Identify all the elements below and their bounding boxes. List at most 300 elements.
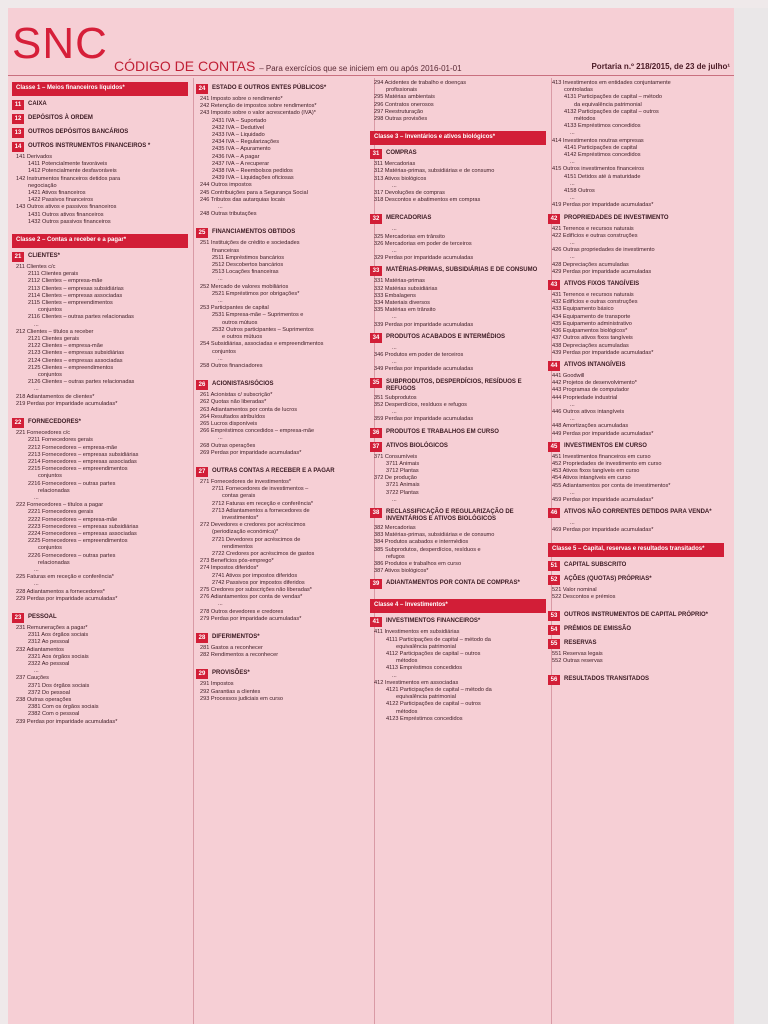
account-line: conjuntos bbox=[38, 307, 62, 314]
spacer bbox=[12, 603, 188, 609]
account-line: 218 Adiantamentos de clientes* bbox=[16, 393, 95, 400]
account-line: 2321 Aos órgãos sociais bbox=[28, 653, 89, 660]
account-line: conjuntos bbox=[212, 348, 236, 355]
account-line: 411 Investimentos em subsidiárias bbox=[374, 629, 460, 636]
ellipsis-line: ... bbox=[34, 321, 39, 328]
account-line: conjuntos bbox=[38, 372, 62, 379]
account-group bbox=[548, 675, 724, 685]
account-line: e outros mútuos bbox=[222, 334, 263, 341]
account-group bbox=[370, 579, 546, 589]
account-line: 2721 Devedores por acréscimos de bbox=[212, 536, 301, 543]
account-line: relacionadas bbox=[38, 487, 70, 494]
group-title: COMPRAS bbox=[386, 150, 417, 157]
account-line: 2512 Descobertos bancários bbox=[212, 262, 284, 269]
account-group bbox=[370, 266, 546, 276]
account-line: 2122 Clientes – empresa-mãe bbox=[28, 343, 103, 350]
account-group bbox=[548, 508, 724, 518]
account-line: 272 Devedores e credores por acréscimos bbox=[200, 522, 306, 529]
ellipsis-line: ... bbox=[570, 489, 575, 496]
account-group bbox=[12, 100, 188, 110]
account-line: 2722 Credores por acréscimos de gastos bbox=[212, 550, 315, 557]
account-line: 448 Amortizações acumuladas bbox=[552, 423, 629, 430]
account-line: 237 Cauções bbox=[16, 675, 49, 682]
ellipsis-line: ... bbox=[570, 401, 575, 408]
account-line: 3721 Animais bbox=[386, 482, 420, 489]
account-line: 297 Reestruturação bbox=[374, 108, 424, 115]
account-line: 312 Matérias-primas, subsidiárias e de consumo bbox=[374, 168, 495, 175]
account-line: 275 Credores por subscrições não liberadas* bbox=[200, 586, 312, 593]
group-number-badge: 31 bbox=[370, 149, 382, 159]
account-group bbox=[548, 361, 724, 371]
account-line: 269 Perdas por imparidade acumuladas* bbox=[200, 449, 302, 456]
account-line: 253 Participantes de capital bbox=[200, 305, 269, 312]
portaria-reference: Portaria n.º 218/2015, de 23 de julho¹ bbox=[591, 62, 730, 71]
account-line: 441 Goodwill bbox=[552, 372, 585, 379]
group-title: PROPRIEDADES DE INVESTIMENTO bbox=[564, 214, 669, 221]
account-line: métodos bbox=[574, 116, 596, 123]
group-number-badge: 27 bbox=[196, 467, 208, 477]
account-line: 413 Investimentos em entidades conjuntamente bbox=[552, 80, 671, 86]
account-line: 4142 Empréstimos concedidos bbox=[564, 152, 641, 159]
spacer bbox=[548, 601, 724, 607]
ellipsis-line: ... bbox=[392, 314, 397, 321]
account-line: 438 Depreciações acumuladas bbox=[552, 342, 629, 349]
account-line: 325 Mercadorias em trânsito bbox=[374, 233, 445, 240]
account-line: 2312 Ao pessoal bbox=[28, 639, 70, 646]
account-line: 293 Processos judiciais em curso bbox=[200, 695, 284, 702]
title-text: CÓDIGO DE CONTAS bbox=[114, 58, 256, 74]
account-line: conjuntos bbox=[38, 473, 62, 480]
account-line: 2432 IVA – Dedutível bbox=[212, 124, 265, 131]
account-line: 446 Outros ativos intangíveis bbox=[552, 408, 625, 415]
account-line: 2213 Fornecedores – empresas subsidiárias bbox=[28, 451, 139, 458]
ellipsis-line: ... bbox=[218, 298, 223, 305]
account-line: 4121 Participações de capital – método da bbox=[386, 686, 492, 693]
group-number-badge: 45 bbox=[548, 442, 560, 452]
account-line: 387 Ativos biológicos* bbox=[374, 568, 429, 575]
account-line: 241 Imposto sobre o rendimento* bbox=[200, 96, 283, 102]
account-line: 382 Mercadorias bbox=[374, 524, 416, 531]
account-line: 2113 Clientes – empresas subsidiárias bbox=[28, 285, 124, 292]
account-line: 521 Valor nominal bbox=[552, 586, 597, 593]
account-group bbox=[196, 467, 372, 477]
account-line: 2712 Faturas em receção e conferência* bbox=[212, 500, 314, 507]
column-1 bbox=[12, 80, 188, 726]
account-group bbox=[196, 380, 372, 390]
ellipsis-line: ... bbox=[34, 494, 39, 501]
chart-of-accounts-sheet bbox=[8, 8, 734, 1024]
account-group bbox=[12, 252, 188, 262]
account-line: 2214 Fornecedores – empresas associadas bbox=[28, 458, 137, 465]
account-line: 385 Subprodutos, desperdícios, resíduos e bbox=[374, 546, 481, 553]
account-group bbox=[370, 149, 546, 159]
account-line: 2372 Do pessoal bbox=[28, 689, 70, 696]
column-divider bbox=[193, 78, 194, 1024]
group-title: DIFERIMENTOS* bbox=[212, 634, 260, 640]
group-number-badge: 21 bbox=[12, 252, 24, 262]
group-number-badge: 13 bbox=[12, 128, 24, 138]
spacer bbox=[548, 535, 724, 541]
group-title: CLIENTES* bbox=[28, 253, 61, 260]
account-line: 143 Outros ativos e passivos financeiros bbox=[16, 204, 117, 211]
account-line: 444 Propriedade industrial bbox=[552, 394, 618, 401]
account-line: da equivalência patrimonial bbox=[574, 101, 642, 108]
account-line: 421 Terrenos e recursos naturais bbox=[552, 225, 634, 232]
account-line: 282 Rendimentos a reconhecer bbox=[200, 652, 279, 659]
group-number-badge: 51 bbox=[548, 561, 560, 571]
group-number-badge: 35 bbox=[370, 378, 382, 388]
account-line: 415 Outros investimentos financeiros bbox=[552, 166, 645, 173]
group-title: PRODUTOS E TRABALHOS EM CURSO bbox=[386, 428, 499, 435]
account-group bbox=[548, 442, 724, 452]
ellipsis-line: ... bbox=[570, 240, 575, 247]
account-line: conjuntos bbox=[38, 545, 62, 552]
account-line: 414 Investimentos noutras empresas bbox=[552, 137, 644, 144]
account-line: 433 Equipamento básico bbox=[552, 306, 614, 313]
group-number-badge: 43 bbox=[548, 280, 560, 290]
account-line: 3712 Plantas bbox=[386, 467, 419, 474]
class-header: Classe 5 – Capital, reservas e resultados transitados* bbox=[548, 543, 724, 557]
account-line: 435 Equipamento administrativo bbox=[552, 320, 632, 327]
group-title: CAIXA bbox=[28, 101, 47, 107]
group-title: MERCADORIAS bbox=[386, 215, 432, 222]
scan-margin bbox=[734, 8, 768, 1024]
account-line: 292 Garantias a clientes bbox=[200, 688, 261, 695]
group-title: OUTRAS CONTAS A RECEBER E A PAGAR bbox=[212, 467, 335, 474]
account-line: negociação bbox=[28, 182, 57, 189]
class-header: Classe 3 – Inventários e ativos biológicos* bbox=[370, 131, 546, 145]
ellipsis-line: ... bbox=[570, 254, 575, 261]
account-line: 1431 Outros ativos financeiros bbox=[28, 211, 104, 218]
account-line: 2223 Fornecedores – empresas subsidiárias bbox=[28, 523, 139, 530]
account-line: 439 Perdas por imparidade acumuladas* bbox=[552, 349, 654, 356]
ellipsis-line: ... bbox=[392, 344, 397, 351]
account-line: 331 Matérias-primas bbox=[374, 278, 425, 285]
account-line: 262 Quotas não liberadas* bbox=[200, 399, 267, 406]
group-number-badge: 34 bbox=[370, 333, 382, 343]
account-line: 3711 Animais bbox=[386, 460, 420, 467]
account-line: 455 Adiantamentos por conta de investimentos* bbox=[552, 482, 671, 489]
account-line: 239 Perdas por imparidade acumuladas* bbox=[16, 718, 118, 725]
group-title: DEPÓSITOS À ORDEM bbox=[28, 115, 93, 121]
account-line: 2221 Fornecedores gerais bbox=[28, 509, 94, 516]
group-number-badge: 25 bbox=[196, 228, 208, 238]
account-line: 459 Perdas por imparidade acumuladas* bbox=[552, 496, 654, 503]
group-number-badge: 33 bbox=[370, 266, 382, 276]
subtitle-text: – Para exercícios que se iniciem em ou após 2016-01-01 bbox=[259, 64, 462, 73]
group-number-badge: 14 bbox=[12, 142, 24, 152]
group-number-badge: 38 bbox=[370, 508, 382, 518]
account-line: 332 Matérias subsidiárias bbox=[374, 285, 438, 292]
group-title: ESTADO E OUTROS ENTES PÚBLICOS* bbox=[212, 85, 327, 91]
group-title: ATIVOS FIXOS TANGÍVEIS bbox=[564, 281, 640, 288]
account-line: 346 Produtos em poder de terceiros bbox=[374, 352, 464, 359]
column-2 bbox=[196, 80, 372, 703]
ellipsis-line: ... bbox=[34, 581, 39, 588]
account-line: 359 Perdas por imparidade acumuladas bbox=[374, 416, 474, 423]
account-line: 2322 Ao pessoal bbox=[28, 660, 70, 667]
group-number-badge: 12 bbox=[12, 114, 24, 124]
ellipsis-line: ... bbox=[570, 130, 575, 137]
spacer bbox=[196, 457, 372, 463]
account-line: 2111 Clientes gerais bbox=[28, 271, 79, 278]
account-line: 274 Impostos diferidos* bbox=[200, 565, 259, 572]
account-line: 2711 Fornecedores de investimentos – bbox=[212, 486, 309, 493]
account-line: 2531 Empresa-mãe – Suprimentos e bbox=[212, 312, 304, 319]
account-line: 522 Descontos e prémios bbox=[552, 593, 616, 600]
account-line: 248 Outras tributações bbox=[200, 211, 257, 218]
ellipsis-line: ... bbox=[34, 386, 39, 393]
account-line: 2224 Fornecedores – empresas associadas bbox=[28, 530, 137, 537]
account-line: 383 Matérias-primas, subsidiárias e de consumo bbox=[374, 532, 495, 539]
account-line: 251 Instituições de crédito e sociedades bbox=[200, 240, 300, 247]
group-number-badge: 24 bbox=[196, 84, 208, 94]
account-group bbox=[548, 561, 724, 571]
group-number-badge: 41 bbox=[370, 617, 382, 627]
account-line: 349 Perdas por imparidade acumuladas bbox=[374, 366, 474, 373]
account-group bbox=[370, 442, 546, 452]
account-line: 2311 Aos órgãos sociais bbox=[28, 632, 89, 639]
account-line: 268 Outras operações bbox=[200, 442, 256, 449]
account-line: 212 Clientes – títulos a receber bbox=[16, 328, 94, 335]
account-group bbox=[370, 617, 546, 627]
account-line: 2115 Clientes – empreendimentos bbox=[28, 300, 113, 307]
ellipsis-line: ... bbox=[392, 496, 397, 503]
group-number-badge: 11 bbox=[12, 100, 24, 110]
header-rule bbox=[8, 75, 734, 76]
account-line: 311 Mercadorias bbox=[374, 161, 416, 168]
ellipsis-line: ... bbox=[392, 226, 397, 233]
account-group bbox=[12, 142, 188, 152]
group-title: FINANCIAMENTOS OBTIDOS bbox=[212, 229, 296, 236]
group-title: ACIONISTAS/SÓCIOS bbox=[212, 381, 274, 388]
account-group bbox=[548, 611, 724, 621]
account-line: 4151 Detidos até à maturidade bbox=[564, 173, 641, 180]
account-line: rendimentos bbox=[222, 543, 253, 550]
account-line: 2438 IVA – Reembolsos pedidos bbox=[212, 168, 293, 175]
group-number-badge: 36 bbox=[370, 428, 382, 438]
group-title: RECLASSIFICAÇÃO E REGULARIZAÇÃO DE INVENTÁRIOS E ATIVOS BIOLÓGICOS bbox=[386, 508, 514, 522]
account-line: 245 Contribuições para a Segurança Social bbox=[200, 189, 308, 196]
group-number-badge: 42 bbox=[548, 214, 560, 224]
group-title: PRÉMIOS DE EMISSÃO bbox=[564, 625, 632, 632]
column-4 bbox=[548, 80, 724, 687]
account-line: contas gerais bbox=[222, 493, 256, 500]
ellipsis-line: ... bbox=[218, 204, 223, 211]
spacer bbox=[548, 665, 724, 671]
account-group bbox=[548, 280, 724, 290]
account-group bbox=[196, 84, 372, 94]
group-title: CAPITAL SUBSCRITO bbox=[564, 561, 627, 568]
account-line: 2123 Clientes – empresas subsidiárias bbox=[28, 350, 125, 357]
account-line: 3722 Plantas bbox=[386, 489, 419, 496]
account-line: 2431 IVA – Suportado bbox=[212, 117, 267, 124]
account-line: 386 Produtos e trabalhos em curso bbox=[374, 560, 462, 567]
account-line: 442 Projetos de desenvolvimento* bbox=[552, 380, 637, 387]
spacer bbox=[370, 591, 546, 597]
group-title: MATÉRIAS-PRIMAS, SUBSIDIÁRIAS E DE CONSUMO bbox=[386, 267, 538, 274]
spacer bbox=[196, 370, 372, 376]
account-line: 295 Matérias ambientais bbox=[374, 94, 435, 101]
account-line: 333 Embalagens bbox=[374, 292, 416, 299]
account-line: 454 Ativos intangíveis em curso bbox=[552, 475, 631, 482]
group-number-badge: 46 bbox=[548, 508, 560, 518]
account-line: 428 Depreciações acumuladas bbox=[552, 261, 629, 268]
account-line: 2225 Fornecedores – empreendimentos bbox=[28, 538, 128, 545]
class-header: Classe 2 – Contas a receber e a pagar* bbox=[12, 234, 188, 248]
ellipsis-line: ... bbox=[570, 195, 575, 202]
spacer bbox=[370, 123, 546, 129]
account-line: 443 Programas de computador bbox=[552, 387, 630, 394]
account-line: 4158 Outros bbox=[564, 188, 595, 195]
account-group bbox=[196, 228, 372, 238]
account-line: 339 Perdas por imparidade acumuladas bbox=[374, 321, 474, 328]
account-line: 244 Outros impostos bbox=[200, 182, 252, 189]
spacer bbox=[12, 226, 188, 232]
spacer bbox=[12, 408, 188, 414]
account-line: 4131 Participações de capital – método bbox=[564, 94, 662, 101]
account-line: 1421 Ativos financeiros bbox=[28, 190, 86, 197]
account-line: 2112 Clientes – empresa-mãe bbox=[28, 278, 103, 285]
group-number-badge: 26 bbox=[196, 380, 208, 390]
account-line: 2382 Com o pessoal bbox=[28, 711, 80, 718]
account-line: 263 Adiantamentos por conta de lucros bbox=[200, 406, 298, 413]
group-number-badge: 54 bbox=[548, 625, 560, 635]
account-line: 4122 Participações de capital – outros bbox=[386, 701, 481, 708]
group-number-badge: 37 bbox=[370, 442, 382, 452]
group-number-badge: 52 bbox=[548, 575, 560, 585]
account-line: outros mútuos bbox=[222, 319, 258, 326]
group-title: ATIVOS INTANGÍVEIS bbox=[564, 361, 626, 368]
account-line: 2511 Empréstimos bancários bbox=[212, 254, 285, 261]
account-line: 326 Mercadorias em poder de terceiros bbox=[374, 240, 472, 247]
account-line: 384 Produtos acabados e intermédios bbox=[374, 539, 469, 546]
account-line: 271 Fornecedores de investimentos* bbox=[200, 478, 292, 485]
group-number-badge: 23 bbox=[12, 613, 24, 623]
account-line: 412 Investimentos em associadas bbox=[374, 679, 459, 686]
account-line: 453 Ativos fixos tangíveis em curso bbox=[552, 468, 640, 475]
account-line: 276 Adiantamentos por conta de vendas* bbox=[200, 594, 303, 601]
ellipsis-line: ... bbox=[570, 416, 575, 423]
group-title: AÇÕES (QUOTAS) PRÓPRIAS* bbox=[564, 575, 652, 582]
ellipsis-line: ... bbox=[218, 355, 223, 362]
account-line: (periodização económica)* bbox=[212, 529, 279, 536]
account-line: 372 De produção bbox=[374, 475, 417, 482]
account-line: 298 Outras provisões bbox=[374, 116, 428, 123]
account-line: 2713 Adiantamentos a fornecedores de bbox=[212, 507, 310, 514]
account-line: relacionadas bbox=[38, 559, 70, 566]
account-group bbox=[548, 575, 724, 585]
ellipsis-line: ... bbox=[218, 435, 223, 442]
account-group bbox=[370, 333, 546, 343]
account-line: refugos bbox=[386, 553, 405, 560]
account-line: 243 Imposto sobre o valor acrescentado (IVA)* bbox=[200, 110, 316, 117]
account-line: 431 Terrenos e recursos naturais bbox=[552, 292, 634, 299]
account-line: 422 Edifícios e outras construções bbox=[552, 232, 638, 239]
account-line: 254 Subsidiárias, associadas e empreendimentos bbox=[200, 341, 324, 348]
account-line: 142 Instrumentos financeiros detidos para bbox=[16, 175, 121, 182]
account-line: 2121 Clientes gerais bbox=[28, 336, 79, 343]
group-title: OUTROS INSTRUMENTOS DE CAPITAL PRÓPRIO* bbox=[564, 611, 709, 618]
account-line: 2437 IVA – A recuperar bbox=[212, 160, 270, 167]
group-title: PRODUTOS ACABADOS E INTERMÉDIOS bbox=[386, 333, 506, 340]
group-title: ATIVOS BIOLÓGICOS bbox=[386, 442, 448, 449]
account-group bbox=[12, 114, 188, 124]
ellipsis-line: ... bbox=[34, 668, 39, 675]
account-line: 317 Devoluções de compras bbox=[374, 190, 445, 197]
group-title: INVESTIMENTOS FINANCEIROS* bbox=[386, 618, 481, 625]
account-line: 229 Perdas por imparidade acumuladas* bbox=[16, 595, 118, 602]
account-line: 219 Perdas por imparidade acumuladas* bbox=[16, 400, 118, 407]
account-line: 266 Empréstimos concedidos – empresa-mãe bbox=[200, 428, 315, 435]
account-line: 265 Lucros disponíveis bbox=[200, 420, 258, 427]
account-line: 352 Desperdícios, resíduos e refugos bbox=[374, 401, 467, 408]
account-line: investimentos* bbox=[222, 514, 259, 521]
account-line: 313 Ativos biológicos bbox=[374, 175, 427, 182]
account-line: 4112 Participações de capital – outros bbox=[386, 650, 481, 657]
group-title: ATIVOS NÃO CORRENTES DETIDOS PARA VENDA* bbox=[564, 509, 712, 516]
account-line: 1412 Potencialmente desfavoráveis bbox=[28, 168, 117, 175]
spacer bbox=[370, 204, 546, 210]
account-line: 451 Investimentos financeiros em curso bbox=[552, 453, 651, 460]
group-title: OUTROS INSTRUMENTOS FINANCEIROS * bbox=[28, 143, 151, 149]
ellipsis-line: ... bbox=[218, 601, 223, 608]
account-line: 1411 Potencialmente favoráveis bbox=[28, 161, 108, 168]
account-line: 232 Adiantamentos bbox=[16, 646, 64, 653]
account-line: 1432 Outros passivos financeiros bbox=[28, 218, 111, 225]
account-line: 258 Outros financiadores bbox=[200, 362, 263, 369]
class-header: Classe 1 – Meios financeiros líquidos* bbox=[12, 82, 188, 96]
account-line: 225 Faturas em receção e conferência* bbox=[16, 574, 114, 581]
group-title: SUBPRODUTOS, DESPERDÍCIOS, RESÍDUOS E REFUGOS bbox=[386, 378, 522, 392]
account-group bbox=[548, 639, 724, 649]
account-line: 222 Fornecedores – títulos a pagar bbox=[16, 502, 104, 509]
account-line: 2216 Fornecedores – outras partes bbox=[28, 480, 116, 487]
account-group bbox=[370, 428, 546, 438]
account-line: 211 Clientes c/c bbox=[16, 264, 56, 271]
group-number-badge: 44 bbox=[548, 361, 560, 371]
account-line: 429 Perdas por imparidade acumuladas bbox=[552, 268, 652, 275]
account-line: métodos bbox=[396, 658, 418, 665]
account-line: 469 Perdas por imparidade acumuladas* bbox=[552, 527, 654, 534]
group-title: RESULTADOS TRANSITADOS bbox=[564, 676, 649, 683]
account-line: 2532 Outros participantes – Suprimentos bbox=[212, 326, 314, 333]
ellipsis-line: ... bbox=[570, 180, 575, 187]
account-line: 4132 Participações de capital – outros bbox=[564, 108, 659, 115]
group-title: OUTROS DEPÓSITOS BANCÁRIOS bbox=[28, 129, 129, 135]
class-header: Classe 4 – Investimentos* bbox=[370, 599, 546, 613]
document-title bbox=[114, 58, 462, 74]
account-line: 228 Adiantamentos a fornecedores* bbox=[16, 588, 105, 595]
account-line: 279 Perdas por imparidade acumuladas* bbox=[200, 615, 302, 622]
group-number-badge: 29 bbox=[196, 669, 208, 679]
account-line: 4111 Participações de capital – método da bbox=[386, 636, 491, 643]
ellipsis-line: ... bbox=[392, 182, 397, 189]
account-line: 238 Outras operações bbox=[16, 697, 72, 703]
account-line: 246 Tributos das autarquias locais bbox=[200, 196, 285, 203]
account-line: 371 Consumíveis bbox=[374, 453, 418, 460]
account-line: 4123 Empréstimos concedidos bbox=[386, 715, 463, 722]
document-header bbox=[8, 8, 734, 72]
account-line: 2435 IVA – Apuramento bbox=[212, 146, 271, 153]
account-line: 278 Outros devedores e credores bbox=[200, 608, 284, 615]
ellipsis-line: ... bbox=[218, 276, 223, 283]
account-line: 335 Matérias em trânsito bbox=[374, 307, 436, 314]
account-line: equivalência patrimonial bbox=[396, 643, 457, 650]
account-line: 432 Edifícios e outras construções bbox=[552, 299, 638, 306]
account-line: 551 Reservas legais bbox=[552, 650, 603, 657]
account-line: 2222 Fornecedores – empresa-mãe bbox=[28, 516, 118, 523]
